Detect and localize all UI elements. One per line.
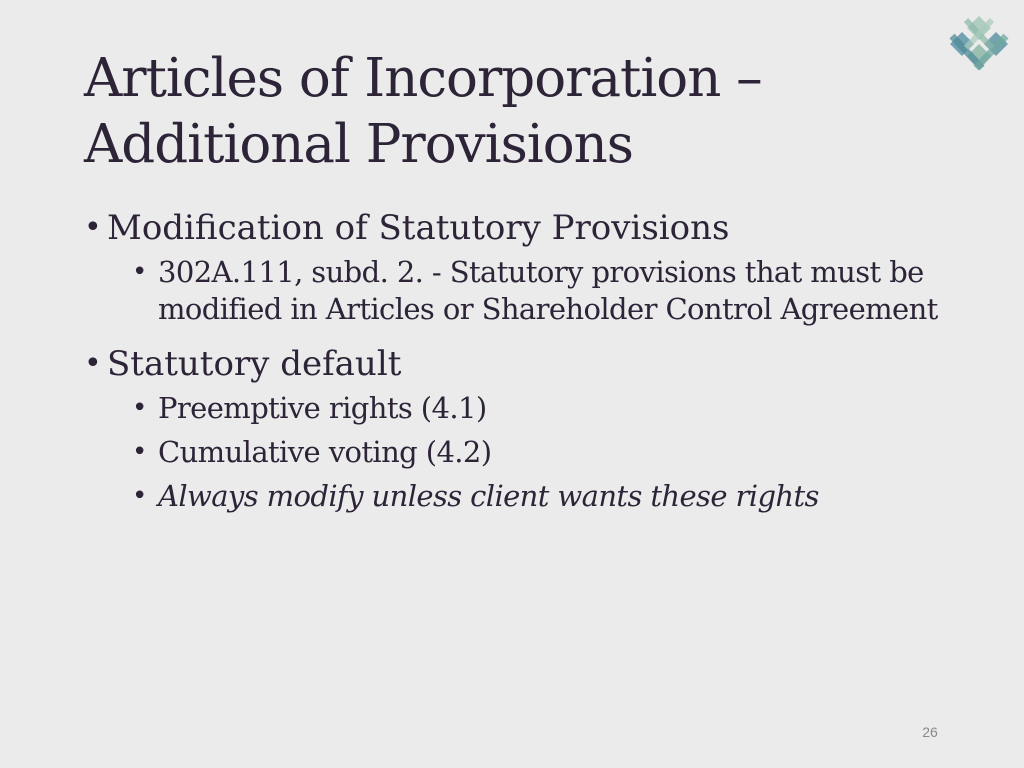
bullet-text: Statutory default: [107, 344, 402, 384]
sub-bullet-text: Cumulative voting (4.2): [158, 435, 492, 469]
bullet-text: Modification of Statutory Provisions: [107, 208, 730, 248]
slide-title: [84, 46, 924, 178]
title-line-2: Additional Provisions: [84, 114, 633, 175]
sub-bullet-text: Preemptive rights (4.1): [158, 391, 487, 425]
bullet-marker: •: [84, 346, 102, 381]
sub-bullet-text: 302A.111, subd. 2. - Statutory provisions that must be modified in Articles or Shareholder Control Agreement: [158, 255, 938, 326]
bullet-marker: •: [132, 393, 147, 423]
page-number: 26: [922, 724, 938, 740]
bullet-marker: •: [132, 257, 147, 287]
sub-bullet-item-preemptive: [132, 390, 944, 427]
bullet-marker: •: [84, 210, 102, 245]
bullet-list: [84, 206, 944, 515]
logo-icon: [946, 14, 1012, 74]
title-line-1: Articles of Incorporation –: [84, 48, 762, 109]
bullet-marker: •: [132, 437, 147, 467]
bullet-item-modification: [84, 206, 944, 250]
bullet-item-statutory-default: [84, 342, 944, 386]
sub-bullet-text: Always modify unless client wants these rights: [158, 479, 819, 513]
bullet-marker: •: [132, 481, 147, 511]
sub-bullet-item-cumulative: [132, 434, 944, 471]
sub-bullet-item-always-modify: [132, 478, 944, 515]
sub-bullet-item-statute: [132, 254, 944, 328]
